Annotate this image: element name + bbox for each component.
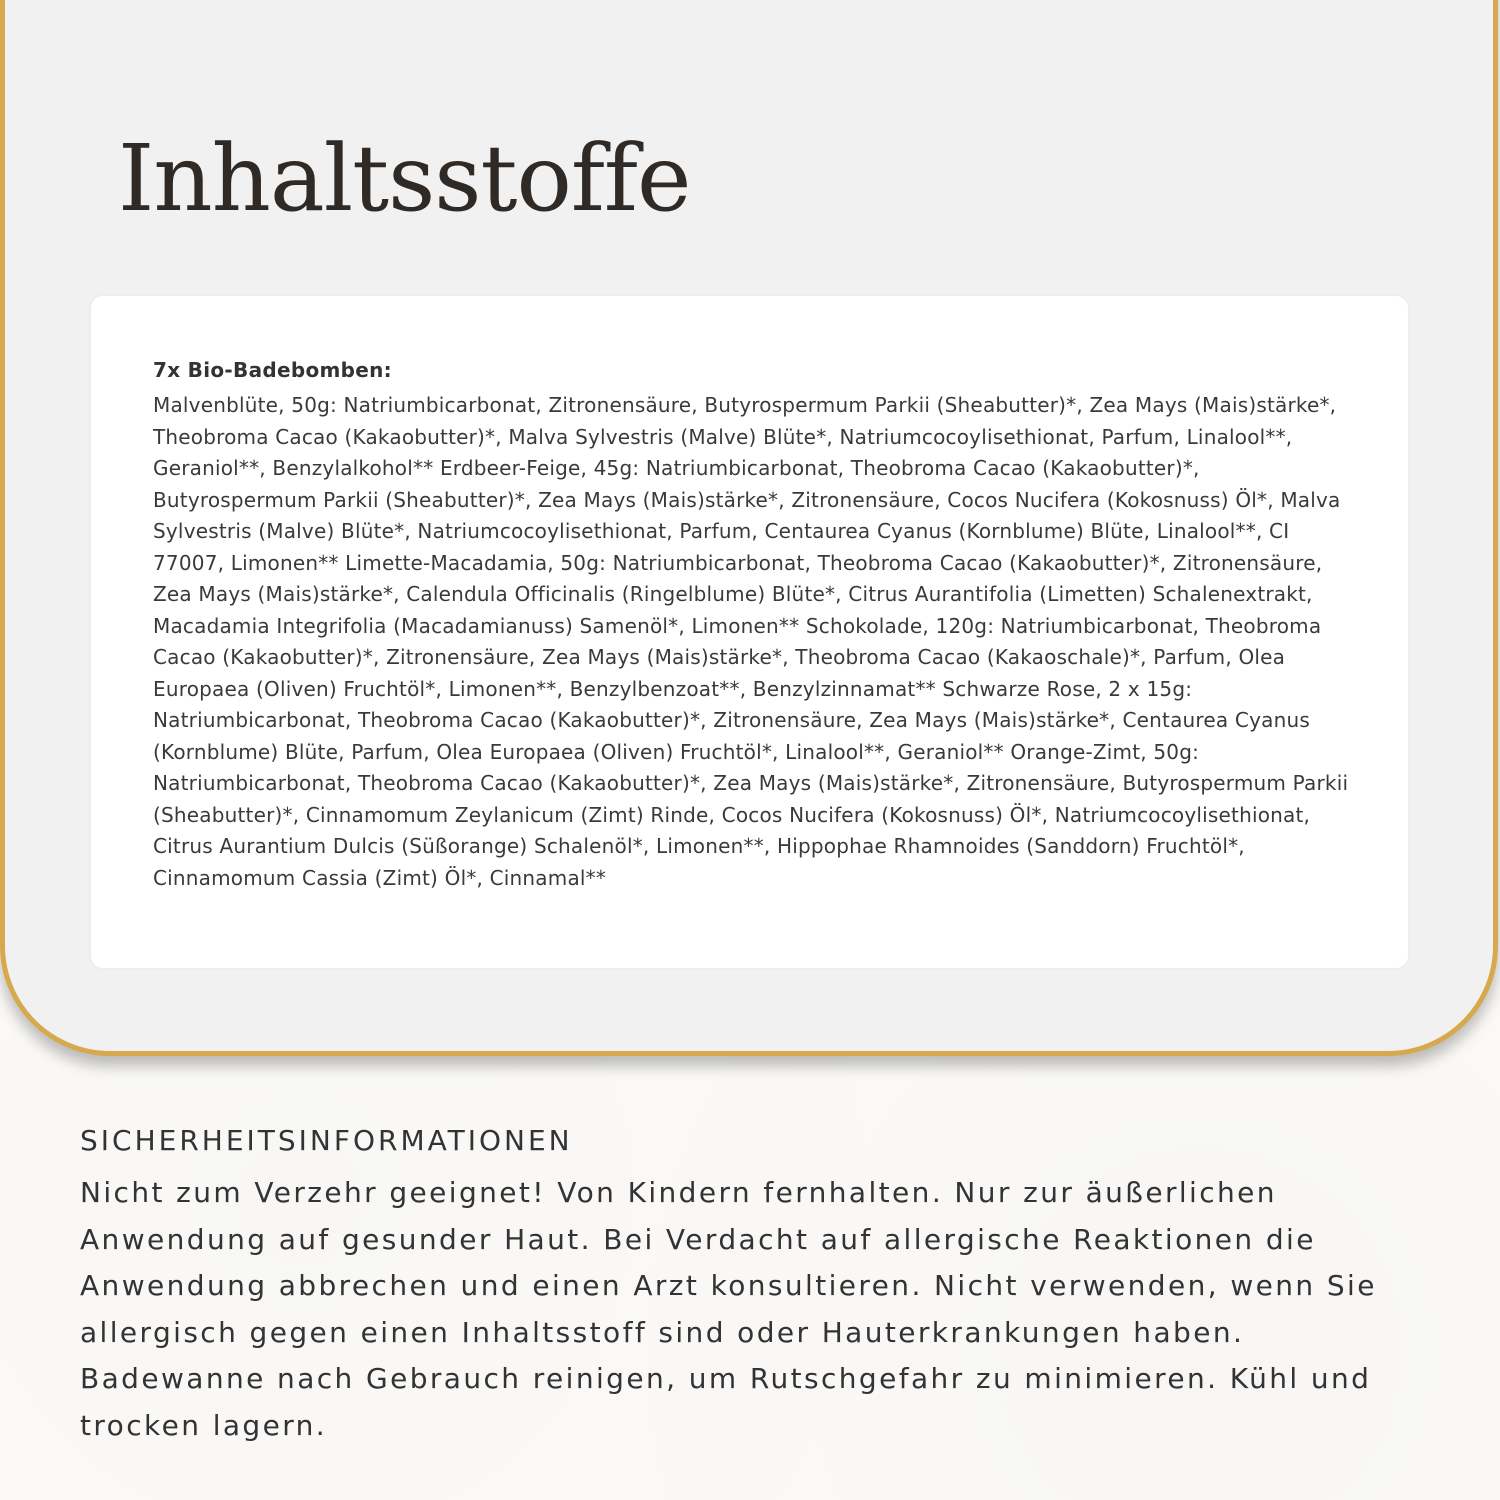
ingredients-list: Malvenblüte, 50g: Natriumbicarbonat, Zitronensäure, Butyrospermum Parkii (Sheabutter)*, Zea Mays (Mais)stärke*, Theobroma Cacao (Kakaobutter)*, Malva Sylvestris (Malve) Blüte*, Natriumcocoylisethionat, Parfum, Linalool**, Geraniol**, Benzylalkohol** Erdbeer-Feige, 45g: Natriumbicarbonat, Theobroma Cacao (Kakaobutter)*, Butyrospermum Parkii (Sheabutter)*, Zea Mays (Mais)stärke*, Zitronensäure, Cocos Nucifera (Kokosnuss) Öl*, Malva Sylvestris (Malve) Blüte*, Natriumcocoylisethionat, Parfum, Centaurea Cyanus (Kornblume) Blüte, Linalool**, CI 77007, Limonen** Limette-Macadamia, 50g: Natriumbicarbonat, Theobroma Cacao (Kakaobutter)*, Zitronensäure, Zea Mays (Mais)stärke*, Calendula Officinalis (Ringelblume) Blüte*, Citrus Aurantifolia (Limetten) Schalenextrakt, Macadamia Integrifolia (Macadamianuss) Samenöl*, Limonen** Schokolade, 120g: Natriumbicarbonat, Theobroma Cacao (Kakaobutter)*, Zitronensäure, Zea Mays (Mais)stärke*, Theobroma Cacao (Kakaoschale)*, Parfum, Olea Europaea (Oliven) Fruchtöl*, Limonen**, Benzylbenzoat**, Benzylzinnamat** Schwarze Rose, 2 x 15g: Natriumbicarbonat, Theobroma Cacao (Kakaobutter)*, Zitronensäure, Zea Mays (Mais)stärke*, Centaurea Cyanus (Kornblume) Blüte, Parfum, Olea Europaea (Oliven) Fruchtöl*, Linalool**, Geraniol** Orange-Zimt, 50g: Natriumbicarbonat, Theobroma Cacao (Kakaobutter)*, Zea Mays (Mais)stärke*, Zitronensäure, Butyrospermum Parkii (Sheabutter)*, Cinnamomum Zeylanicum (Zimt) Rinde, Cocos Nucifera (Kokosnuss) Öl*, Natriumcocoylisethionat, Citrus Aurantium Dulcis (Süßorange) Schalenöl*, Limonen**, Hippophae Rhamnoides (Sanddorn) Fruchtöl*, Cinnamomum Cassia (Zimt) Öl*, Cinnamal** xyxy=(153,393,1349,890)
safety-text: Nicht zum Verzehr geeignet! Von Kindern fernhalten. Nur zur äußerlichen Anwendung auf gesunder Haut. Bei Verdacht auf allergische Reaktionen die Anwendung abbrechen und einen Arzt konsultieren. Nicht verwenden, wenn Sie allergisch gegen einen Inhaltsstoff sind oder Hauterkrankungen haben. Badewanne nach Gebrauch reinigen, um Rutschgefahr zu minimieren. Kühl und trocken lagern. xyxy=(80,1176,1377,1442)
ingredients-heading: 7x Bio-Badebomben: xyxy=(153,358,392,382)
ingredients-card xyxy=(91,296,1408,968)
page-title: Inhaltsstoffe xyxy=(118,125,691,232)
safety-heading: SICHERHEITSINFORMATIONEN xyxy=(80,1124,573,1157)
